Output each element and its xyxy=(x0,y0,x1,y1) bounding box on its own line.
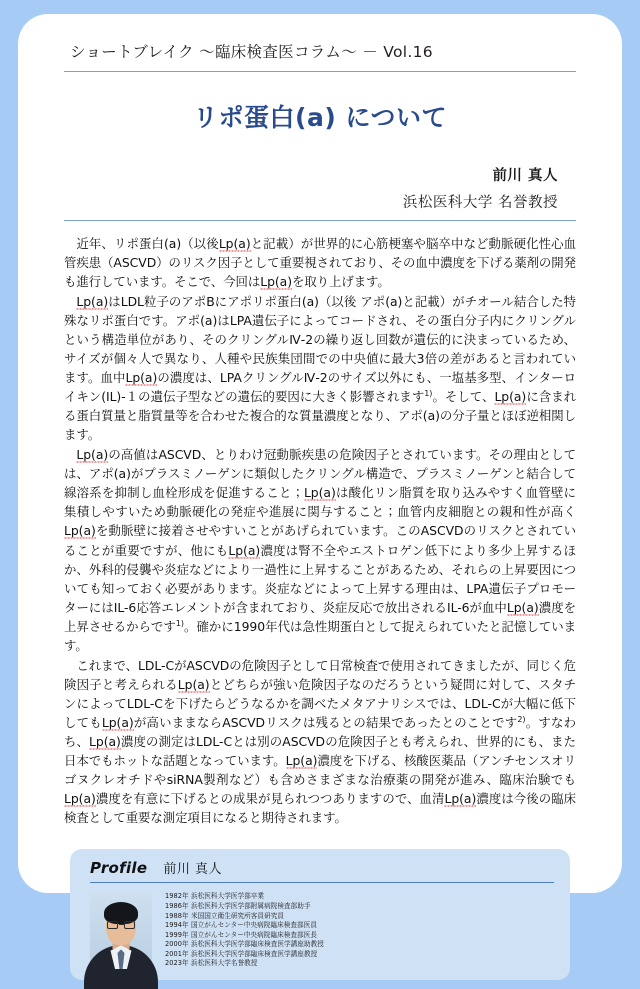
paragraph-3 xyxy=(64,445,576,655)
paragraph-2 xyxy=(64,292,576,445)
spellcheck-underlined-term: Lp(a) xyxy=(218,236,251,251)
career-row xyxy=(165,902,556,912)
paragraph-4-main: これまで、LDL-CがASCVDの危険因子として日常検査で使用されてきましたが、同じく危険因子と考えられるLp(a)とどちらが強い危険因子なのだろうという疑問に対して、スタチンによってLDL-Cを下げたらどうなるかを調べたメタアナリシスでは、LDL-Cが大幅に低下してもLp(a)が高いままならASCVDリスクは残るとの結果であったとのことです xyxy=(64,657,576,730)
career-year: 1994年 xyxy=(165,921,189,930)
paragraph-4 xyxy=(64,656,576,828)
paper-sheet xyxy=(18,14,622,968)
author-name: 前川 真人 xyxy=(492,168,558,184)
career-row xyxy=(165,912,556,922)
profile-header xyxy=(84,858,556,877)
spellcheck-underlined-term: Lp(a) xyxy=(101,714,134,730)
career-row xyxy=(165,892,556,902)
spellcheck-underlined-term: Lp(a) xyxy=(177,676,210,692)
portrait-glasses-icon xyxy=(106,921,136,929)
byline-divider xyxy=(64,220,576,221)
byline xyxy=(64,164,576,212)
career-text: 浜松医科大学医学部臨床検査医学講座教授 xyxy=(191,949,318,958)
career-year: 2023年 xyxy=(165,959,189,968)
profile-label: Profile xyxy=(90,859,148,878)
career-year: 1999年 xyxy=(165,930,189,939)
series-heading: ショートブレイク ～臨床検査医コラム～ － Vol.16 xyxy=(70,43,433,61)
career-year: 2000年 xyxy=(165,940,189,949)
reference-marker-2: 1) xyxy=(175,618,184,628)
career-text: 国立がんセンター中央病院臨床検査部医員 xyxy=(191,921,317,930)
spellcheck-underlined-term: Lp(a) xyxy=(64,791,96,807)
spellcheck-underlined-term: Lp(a) xyxy=(494,389,527,405)
career-text: 浜松医科大学医学部卒業 xyxy=(191,892,265,901)
article-body xyxy=(64,234,576,827)
spellcheck-underlined-term: Lp(a) xyxy=(76,447,109,463)
career-text: 米国国立衛生研究所客員研究員 xyxy=(191,911,285,920)
profile-name: 前川 真人 xyxy=(163,862,222,878)
header-divider xyxy=(64,71,576,72)
author-portrait-photo xyxy=(90,891,152,969)
author-affiliation: 浜松医科大学 名誉教授 xyxy=(402,195,558,211)
profile-body xyxy=(84,891,556,969)
career-year: 1982年 xyxy=(165,892,189,901)
spellcheck-underlined-term: Lp(a) xyxy=(444,791,477,807)
career-row xyxy=(165,959,556,969)
career-history-list xyxy=(165,891,556,969)
reference-marker-3: 2) xyxy=(517,714,526,724)
career-text: 浜松医科大学名誉教授 xyxy=(191,959,258,968)
career-row xyxy=(165,950,556,960)
career-row xyxy=(165,931,556,941)
paragraph-2-tail: 。そして、Lp(a)に含まれる蛋白質量と脂質量等を合わせた複合的な質量濃度となり、アポ(a)の分子量とほぼ逆相関します。 xyxy=(64,389,576,443)
reference-marker-1: 1) xyxy=(424,389,433,399)
paragraph-2-main: Lp(a)はLDL粒子のアポBにアポリポ蛋白(a)（以後 アポ(a)と記載）がチオール結合した特殊なリポ蛋白です。アポ(a)はLPA遺伝子によってコードされ、その蛋白分子内にクリングルという構造単位があり、そのクリングルⅣ-2の繰り返し回数が遺伝的に決まっているため、サイズが個々人で異なり、人種や民族集団間での中央値に最大3倍の差があると言われています。血中Lp(a)の濃度は、LPAクリングルⅣ-2のサイズ以外にも、一塩基多型、インターロイキン(IL)-１の遺伝子型などの遺伝的要因に大きく影響されます xyxy=(64,293,576,405)
career-row xyxy=(165,940,556,950)
career-row xyxy=(165,921,556,931)
spellcheck-underlined-term: Lp(a) xyxy=(64,523,96,539)
career-text: 浜松医科大学医学部臨床検査医学講座助教授 xyxy=(191,940,324,949)
career-year: 1988年 xyxy=(165,911,189,920)
spellcheck-underlined-term: Lp(a) xyxy=(125,370,158,386)
career-year: 1986年 xyxy=(165,901,189,910)
spellcheck-underlined-term: Lp(a) xyxy=(506,599,539,615)
page-title: リポ蛋白(a) について xyxy=(193,103,447,132)
paragraph-1: 近年、リポ蛋白(a)（以後Lp(a)と記載）が世界的に心筋梗塞や脳卒中など動脈硬化性心血管疾患（ASCVD）のリスク因子として重要視されており、その血中濃度を下げる薬剤の開発も進行しています。そこで、今回はLp(a)を取り上げます。 xyxy=(64,236,576,290)
spellcheck-underlined-term: Lp(a) xyxy=(285,753,318,769)
spellcheck-underlined-term: Lp(a) xyxy=(89,733,121,749)
document-content xyxy=(18,14,622,980)
spellcheck-underlined-term: Lp(a) xyxy=(76,293,109,309)
spellcheck-underlined-term: Lp(a) xyxy=(228,542,261,558)
paragraph-3-tail: 。確かに1990年代は急性期蛋白として捉えられていたと記憶しています。 xyxy=(64,618,576,653)
profile-divider xyxy=(90,882,554,883)
career-text: 浜松医科大学医学部附属病院検査部助手 xyxy=(191,901,311,910)
paragraph-4-tail: 。すなわち、Lp(a)濃度の測定はLDL-Cとは別のASCVDの危険因子とも考えられ、世界的にも、また日本でもホットな話題となっています。Lp(a)濃度を下げる、核酸医薬品（アンチセンスオリゴヌクレオチドやsiRNA製剤など）も含めさまざまな治療薬の開発が進み、臨床治験でもLp(a)濃度を有意に下げるとの成果が見られつつありますので、血清Lp(a)濃度は今後の臨床検査として重要な測定項目になると期待されます。 xyxy=(64,714,576,826)
career-text: 国立がんセンター中央病院臨床検査部医長 xyxy=(191,930,317,939)
spellcheck-underlined-term: Lp(a) xyxy=(303,485,336,501)
profile-card xyxy=(70,849,570,980)
career-year: 2001年 xyxy=(165,949,189,958)
paragraph-3-main: Lp(a)の高値はASCVD、とりわけ冠動脈疾患の危険因子とされています。その理由としては、アポ(a)がプラスミノーゲンに類似したクリングル構造で、プラスミノーゲンと結合して線溶系を抑制し血栓形成を促進すること；Lp(a)は酸化リン脂質を取り込みやすく血管壁に集積しやすいため動脈硬化の発症や進展に関与すること；血管内皮細胞との親和性が高くLp(a)を動脈壁に接着させやすいことがあげられています。このASCVDのリスクとされていることが重要ですが、他にもLp(a)濃度は腎不全やエストロゲン低下により多少上昇するほか、外科的侵襲や炎症などにより一過性に上昇することがあるため、それらの上昇要因についても知っておく必要があります。炎症などによって上昇する理由は、LPA遺伝子プロモーターにはIL-6応答エレメントが含まれており、炎症反応で放出されるIL-6が血中Lp(a)濃度を上昇させるからです xyxy=(64,447,576,634)
spellcheck-underlined-term: Lp(a) xyxy=(260,274,292,290)
